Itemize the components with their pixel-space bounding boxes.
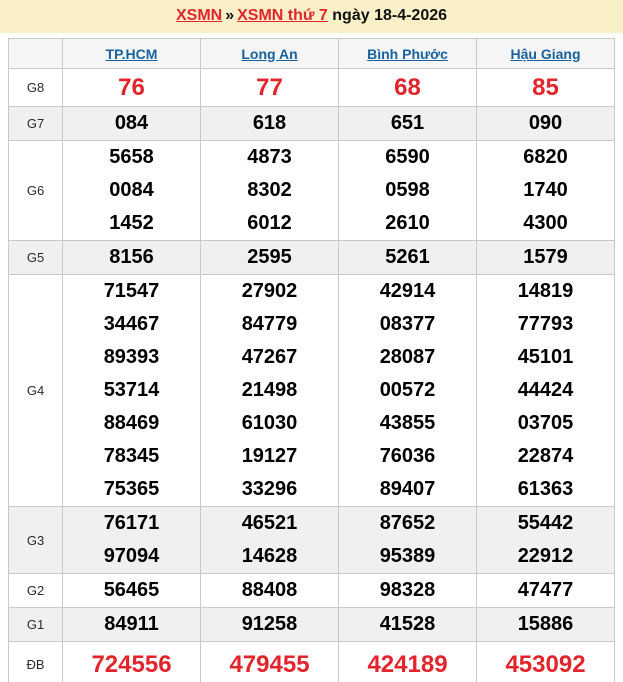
prize-row-g7 <box>9 107 615 141</box>
result-cell <box>477 69 615 107</box>
result-number: 88408 <box>241 579 298 601</box>
result-cell <box>201 141 339 241</box>
result-cell <box>63 507 201 574</box>
result-cell <box>63 642 201 682</box>
result-cell <box>477 608 615 642</box>
result-cell <box>201 507 339 574</box>
result-cell <box>477 241 615 275</box>
result-number: 84911 <box>104 613 159 635</box>
result-number: 2595 <box>247 246 292 268</box>
result-cell <box>339 241 477 275</box>
result-number: 71547 <box>103 280 160 302</box>
result-number: 22912 <box>517 545 574 567</box>
result-number: 43855 <box>379 412 436 434</box>
draw-link[interactable]: XSMN thứ 7 <box>237 7 328 24</box>
prize-label: ĐB <box>9 642 63 682</box>
result-number: 15886 <box>517 613 574 635</box>
result-number: 34467 <box>103 313 160 335</box>
result-cell <box>201 574 339 608</box>
result-number: 77793 <box>517 313 574 335</box>
corner-cell <box>9 39 63 69</box>
result-number: 53714 <box>103 379 160 401</box>
result-number: 651 <box>390 112 425 134</box>
result-cell <box>63 608 201 642</box>
result-number: 78345 <box>103 445 160 467</box>
prize-label: G1 <box>9 608 63 642</box>
result-cell <box>339 507 477 574</box>
result-cell <box>201 241 339 275</box>
result-number: 76171 <box>103 512 160 534</box>
prize-row-g4 <box>9 275 615 507</box>
result-cell <box>201 69 339 107</box>
result-cell <box>339 69 477 107</box>
result-cell <box>201 275 339 507</box>
prize-label: G5 <box>9 241 63 275</box>
result-number: 46521 <box>241 512 298 534</box>
result-number: 22874 <box>517 445 574 467</box>
prize-row-g8 <box>9 69 615 107</box>
result-number: 5261 <box>385 246 430 268</box>
result-cell <box>477 107 615 141</box>
result-number: 618 <box>252 112 287 134</box>
result-cell <box>201 608 339 642</box>
result-number: 61363 <box>517 478 574 500</box>
result-number: 42914 <box>379 280 436 302</box>
province-link-longan[interactable]: Long An <box>241 45 298 62</box>
province-link-tphcm[interactable]: TP.HCM <box>105 45 158 62</box>
result-number: 47267 <box>241 346 298 368</box>
prize-row-g2 <box>9 574 615 608</box>
prize-label: G2 <box>9 574 63 608</box>
result-number: 47477 <box>517 579 574 601</box>
result-number: 33296 <box>241 478 298 500</box>
result-number: 6820 <box>523 146 568 168</box>
result-number: 0598 <box>385 179 430 201</box>
result-number: 76 <box>118 74 145 101</box>
result-number: 6012 <box>247 212 292 234</box>
result-number: 88469 <box>103 412 160 434</box>
prize-row-db <box>9 642 615 682</box>
prize-label: G3 <box>9 507 63 574</box>
result-number: 14819 <box>517 280 574 302</box>
prize-label: G4 <box>9 275 63 507</box>
result-number: 14628 <box>241 545 298 567</box>
result-number: 479455 <box>229 651 310 678</box>
prize-row-g5 <box>9 241 615 275</box>
result-number: 41528 <box>379 613 436 635</box>
breadcrumb-separator: » <box>225 7 235 24</box>
result-number: 724556 <box>91 651 172 678</box>
province-header-tphcm <box>63 39 201 69</box>
result-number: 77 <box>256 74 283 101</box>
prize-row-g6 <box>9 141 615 241</box>
result-cell <box>339 574 477 608</box>
result-number: 1579 <box>523 246 568 268</box>
province-link-binhphuoc[interactable]: Bình Phước <box>367 45 448 62</box>
result-number: 090 <box>528 112 563 134</box>
result-number: 8156 <box>109 246 154 268</box>
result-number: 87652 <box>379 512 436 534</box>
result-cell <box>201 642 339 682</box>
result-number: 45101 <box>517 346 574 368</box>
result-number: 4873 <box>247 146 292 168</box>
result-cell <box>477 642 615 682</box>
prize-label: G7 <box>9 107 63 141</box>
prize-label: G6 <box>9 141 63 241</box>
result-number: 55442 <box>517 512 574 534</box>
result-number: 84779 <box>241 313 298 335</box>
result-number: 91258 <box>241 613 298 635</box>
result-number: 89393 <box>103 346 160 368</box>
result-number: 89407 <box>379 478 436 500</box>
result-number: 03705 <box>517 412 574 434</box>
result-number: 8302 <box>247 179 292 201</box>
result-number: 95389 <box>379 545 436 567</box>
result-number: 1740 <box>523 179 568 201</box>
result-cell <box>63 241 201 275</box>
result-number: 0084 <box>109 179 154 201</box>
result-cell <box>477 574 615 608</box>
result-number: 85 <box>532 74 559 101</box>
results-table <box>8 38 615 682</box>
result-number: 61030 <box>241 412 298 434</box>
region-link[interactable]: XSMN <box>175 7 223 24</box>
result-cell <box>477 141 615 241</box>
result-cell <box>339 107 477 141</box>
result-number: 98328 <box>379 579 436 601</box>
result-number: 2610 <box>385 212 430 234</box>
result-number: 084 <box>114 112 149 134</box>
result-number: 424189 <box>367 651 448 678</box>
prize-row-g3 <box>9 507 615 574</box>
result-number: 6590 <box>385 146 430 168</box>
result-cell <box>477 507 615 574</box>
breadcrumb <box>0 0 623 33</box>
prize-row-g1 <box>9 608 615 642</box>
result-number: 00572 <box>379 379 436 401</box>
result-cell <box>201 107 339 141</box>
result-cell <box>63 141 201 241</box>
result-number: 453092 <box>505 651 586 678</box>
result-cell <box>477 275 615 507</box>
result-cell <box>63 69 201 107</box>
result-number: 5658 <box>109 146 154 168</box>
province-header-longan <box>201 39 339 69</box>
result-number: 21498 <box>241 379 298 401</box>
result-cell <box>63 275 201 507</box>
result-number: 76036 <box>379 445 436 467</box>
result-number: 75365 <box>103 478 160 500</box>
result-cell <box>63 574 201 608</box>
result-number: 08377 <box>379 313 436 335</box>
province-header-row <box>9 39 615 69</box>
result-number: 44424 <box>517 379 574 401</box>
result-cell <box>339 141 477 241</box>
province-link-haugiang[interactable]: Hậu Giang <box>510 45 581 62</box>
result-cell <box>63 107 201 141</box>
result-cell <box>339 275 477 507</box>
result-number: 27902 <box>241 280 298 302</box>
result-number: 1452 <box>109 212 154 234</box>
prize-label: G8 <box>9 69 63 107</box>
result-cell <box>339 608 477 642</box>
result-number: 19127 <box>241 445 298 467</box>
result-number: 28087 <box>379 346 436 368</box>
province-header-haugiang <box>477 39 615 69</box>
result-number: 97094 <box>103 545 160 567</box>
result-number: 4300 <box>523 212 568 234</box>
province-header-binhphuoc <box>339 39 477 69</box>
result-number: 56465 <box>103 579 160 601</box>
result-number: 68 <box>394 74 421 101</box>
draw-date: ngày 18-4-2026 <box>332 7 448 24</box>
result-cell <box>339 642 477 682</box>
